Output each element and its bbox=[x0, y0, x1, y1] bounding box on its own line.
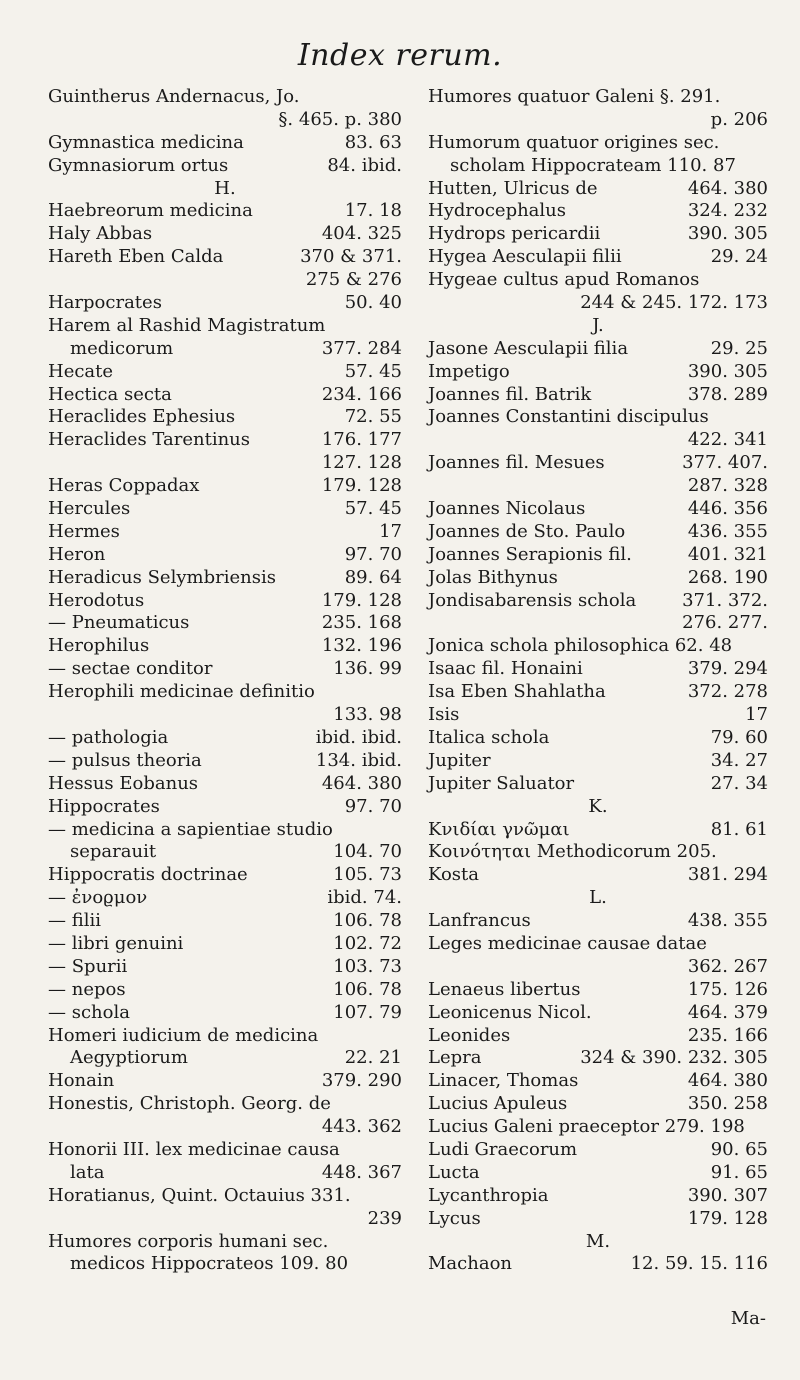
entry-term: — Spurii bbox=[48, 955, 128, 977]
index-entry bbox=[48, 1139, 402, 1162]
entry-reference: 464. 380 bbox=[321, 772, 402, 794]
index-entry bbox=[428, 1002, 768, 1025]
index-entry bbox=[48, 796, 402, 819]
entry-term: Isaac fil. Honaini bbox=[428, 658, 583, 680]
entry-reference: 390. 305 bbox=[687, 223, 768, 245]
index-entry bbox=[428, 727, 768, 750]
index-entry bbox=[428, 658, 768, 681]
index-entry bbox=[428, 86, 768, 109]
index-entry bbox=[48, 246, 402, 269]
entry-term: Leges medicinae causae datae bbox=[428, 932, 707, 954]
entry-reference: 370 & 371. bbox=[300, 246, 402, 268]
index-entry bbox=[428, 361, 768, 384]
entry-term: Homeri iudicium de medicina bbox=[48, 1024, 319, 1046]
section-letter: J. bbox=[592, 314, 604, 336]
entry-reference: 372. 278 bbox=[687, 681, 768, 703]
index-entry bbox=[48, 1047, 402, 1070]
index-entry bbox=[48, 773, 402, 796]
index-entry bbox=[48, 1116, 402, 1139]
index-entry bbox=[48, 1208, 402, 1231]
entry-reference: 362. 267 bbox=[687, 955, 768, 977]
index-entry bbox=[48, 704, 402, 727]
index-entry bbox=[428, 750, 768, 773]
entry-term: Lycus bbox=[428, 1207, 481, 1229]
index-entry bbox=[48, 1025, 402, 1048]
entry-term: Humores corporis humani sec. bbox=[48, 1230, 329, 1252]
entry-term: — filii bbox=[48, 910, 101, 932]
entry-term: Honorii III. lex medicinae causa bbox=[48, 1138, 340, 1160]
entry-term: Jasone Aesculapii filia bbox=[428, 337, 629, 359]
index-entry bbox=[428, 178, 768, 201]
entry-reference: 404. 325 bbox=[321, 223, 402, 245]
index-entry bbox=[428, 567, 768, 590]
index-entry bbox=[48, 1253, 402, 1276]
entry-reference: 133. 98 bbox=[333, 704, 402, 726]
entry-term: Gymnasiorum ortus bbox=[48, 154, 229, 176]
entry-term: Joannes Nicolaus bbox=[428, 498, 586, 520]
section-letter: K. bbox=[588, 795, 608, 817]
entry-reference: 57. 45 bbox=[344, 498, 402, 520]
entry-term: Hercules bbox=[48, 498, 131, 520]
entry-reference: 97. 70 bbox=[344, 795, 402, 817]
index-entry bbox=[428, 590, 768, 613]
entry-reference: 422. 341 bbox=[687, 429, 768, 451]
index-entry bbox=[428, 956, 768, 979]
index-entry bbox=[48, 452, 402, 475]
entry-reference: 371. 372. bbox=[682, 589, 768, 611]
section-letter: L. bbox=[589, 887, 607, 909]
entry-reference: 175. 126 bbox=[687, 978, 768, 1000]
index-entry bbox=[428, 1116, 768, 1139]
entry-term: lata bbox=[70, 1161, 105, 1183]
entry-term: Isa Eben Shahlatha bbox=[428, 681, 606, 703]
index-entry bbox=[48, 1093, 402, 1116]
entry-reference: 127. 128 bbox=[321, 452, 402, 474]
entry-reference: 234. 166 bbox=[321, 383, 402, 405]
entry-reference: 84. ibid. bbox=[327, 154, 402, 176]
entry-term: Lepra bbox=[428, 1047, 482, 1069]
entry-term: Horatianus, Quint. Octauius 331. bbox=[48, 1184, 351, 1206]
index-entry bbox=[428, 612, 768, 635]
entry-term: Κοινότηται Methodicorum 205. bbox=[428, 841, 717, 863]
index-entry bbox=[48, 155, 402, 178]
entry-term: Lucius Apuleus bbox=[428, 1093, 568, 1115]
index-entry bbox=[428, 910, 768, 933]
index-entry bbox=[48, 1162, 402, 1185]
index-entry bbox=[428, 246, 768, 269]
index-entry bbox=[48, 132, 402, 155]
entry-reference: 132. 196 bbox=[321, 635, 402, 657]
index-entry bbox=[48, 223, 402, 246]
entry-reference: 379. 290 bbox=[321, 1070, 402, 1092]
entry-reference: 438. 355 bbox=[687, 910, 768, 932]
entry-term: Hygeae cultus apud Romanos bbox=[428, 269, 700, 291]
index-entry bbox=[48, 361, 402, 384]
entry-term: — medicina a sapientiae studio bbox=[48, 818, 333, 840]
entry-reference: 464. 380 bbox=[687, 177, 768, 199]
entry-term: — nepos bbox=[48, 978, 126, 1000]
entry-reference: 443. 362 bbox=[321, 1116, 402, 1138]
index-entry bbox=[428, 1162, 768, 1185]
index-entry bbox=[48, 612, 402, 635]
index-entry bbox=[48, 681, 402, 704]
page-title: Index rerum. bbox=[297, 38, 503, 73]
index-entry bbox=[48, 1185, 402, 1208]
entry-term: Hectica secta bbox=[48, 383, 172, 405]
entry-term: Joannes fil. Batrik bbox=[428, 383, 592, 405]
entry-term: Joannes Constantini discipulus bbox=[428, 406, 709, 428]
entry-term: Hippocrates bbox=[48, 795, 160, 817]
entry-term: Humorum quatuor origines sec. bbox=[428, 131, 720, 153]
index-entry bbox=[428, 452, 768, 475]
entry-reference: 91. 65 bbox=[710, 1161, 768, 1183]
index-entry bbox=[48, 567, 402, 590]
entry-reference: 390. 305 bbox=[687, 360, 768, 382]
entry-term: Ludi Graecorum bbox=[428, 1138, 578, 1160]
entry-term: Lucta bbox=[428, 1161, 480, 1183]
index-entry bbox=[48, 979, 402, 1002]
index-entry bbox=[428, 132, 768, 155]
section-letter: H. bbox=[214, 177, 236, 199]
entry-reference: 105. 73 bbox=[333, 864, 402, 886]
entry-term: separauit bbox=[70, 841, 157, 863]
index-entry bbox=[428, 292, 768, 315]
index-entry bbox=[48, 750, 402, 773]
entry-term: Jupiter bbox=[428, 749, 491, 771]
entry-term: Lucius Galeni praeceptor 279. 198 bbox=[428, 1116, 745, 1138]
entry-reference: 176. 177 bbox=[321, 429, 402, 451]
index-entry bbox=[48, 819, 402, 842]
entry-reference: 268. 190 bbox=[687, 566, 768, 588]
entry-term: Aegyptiorum bbox=[70, 1047, 188, 1069]
entry-reference: 448. 367 bbox=[321, 1161, 402, 1183]
entry-reference: 29. 25 bbox=[710, 337, 768, 359]
index-entry bbox=[48, 933, 402, 956]
index-entry bbox=[428, 864, 768, 887]
entry-term: Jupiter Saluator bbox=[428, 772, 575, 794]
entry-term: — Pneumaticus bbox=[48, 612, 190, 634]
entry-reference: 464. 380 bbox=[687, 1070, 768, 1092]
index-entry bbox=[48, 544, 402, 567]
entry-term: — pathologia bbox=[48, 726, 169, 748]
entry-term: scholam Hippocrateam 110. 87 bbox=[450, 154, 736, 176]
entry-term: Hermes bbox=[48, 520, 120, 542]
index-entry bbox=[428, 521, 768, 544]
entry-reference: 17 bbox=[745, 704, 768, 726]
entry-term: Heraclides Ephesius bbox=[48, 406, 236, 428]
entry-reference: 324 & 390. 232. 305 bbox=[580, 1047, 768, 1069]
index-entry bbox=[428, 475, 768, 498]
entry-reference: 350. 258 bbox=[687, 1093, 768, 1115]
entry-term: Gymnastica medicina bbox=[48, 131, 244, 153]
entry-term: Linacer, Thomas bbox=[428, 1070, 579, 1092]
entry-reference: 50. 40 bbox=[344, 292, 402, 314]
entry-reference: 106. 78 bbox=[333, 910, 402, 932]
entry-term: — pulsus theoria bbox=[48, 749, 202, 771]
entry-term: Lanfrancus bbox=[428, 910, 531, 932]
index-entry bbox=[428, 681, 768, 704]
entry-term: Joannes Serapionis fil. bbox=[428, 543, 632, 565]
entry-term: medicos Hippocrateos 109. 80 bbox=[70, 1253, 349, 1275]
entry-reference: 89. 64 bbox=[344, 566, 402, 588]
entry-reference: 106. 78 bbox=[333, 978, 402, 1000]
entry-term: Hydrocephalus bbox=[428, 200, 566, 222]
index-entry bbox=[428, 109, 768, 132]
index-entry bbox=[48, 1231, 402, 1254]
entry-reference: ibid. ibid. bbox=[315, 726, 402, 748]
index-entry bbox=[428, 1185, 768, 1208]
index-entry bbox=[428, 1025, 768, 1048]
entry-term: Honain bbox=[48, 1070, 115, 1092]
entry-term: medicorum bbox=[70, 337, 174, 359]
index-entry bbox=[48, 338, 402, 361]
entry-reference: 378. 289 bbox=[687, 383, 768, 405]
index-entry bbox=[48, 429, 402, 452]
entry-term: Κνιδίαι γνῶμαι bbox=[428, 818, 570, 840]
index-entry bbox=[428, 338, 768, 361]
entry-reference: 464. 379 bbox=[687, 1001, 768, 1023]
entry-term: Hutten, Ulricus de bbox=[428, 177, 598, 199]
entry-reference: 239 bbox=[367, 1207, 402, 1229]
section-letter-heading bbox=[428, 796, 768, 819]
index-entry bbox=[48, 292, 402, 315]
entry-term: Impetigo bbox=[428, 360, 510, 382]
entry-term: Lycanthropia bbox=[428, 1184, 549, 1206]
index-entry bbox=[428, 841, 768, 864]
index-entry bbox=[48, 635, 402, 658]
entry-term: Machaon bbox=[428, 1253, 512, 1275]
entry-reference: 446. 356 bbox=[687, 498, 768, 520]
index-entry bbox=[48, 475, 402, 498]
index-entry bbox=[48, 498, 402, 521]
entry-term: — libri genuini bbox=[48, 932, 184, 954]
entry-reference: 235. 168 bbox=[321, 612, 402, 634]
entry-reference: 104. 70 bbox=[333, 841, 402, 863]
entry-term: Isis bbox=[428, 704, 460, 726]
entry-reference: 107. 79 bbox=[333, 1001, 402, 1023]
index-entry bbox=[428, 1139, 768, 1162]
entry-reference: ibid. 74. bbox=[327, 887, 402, 909]
index-entry bbox=[428, 979, 768, 1002]
section-letter-heading bbox=[48, 178, 402, 201]
entry-term: — sectae conditor bbox=[48, 658, 213, 680]
index-column-right bbox=[428, 86, 768, 1276]
entry-reference: 12. 59. 15. 116 bbox=[630, 1253, 768, 1275]
index-entry bbox=[428, 773, 768, 796]
entry-term: Heron bbox=[48, 543, 106, 565]
entry-term: Joannes fil. Mesues bbox=[428, 452, 605, 474]
entry-reference: 102. 72 bbox=[333, 932, 402, 954]
entry-reference: 97. 70 bbox=[344, 543, 402, 565]
entry-term: — schola bbox=[48, 1001, 130, 1023]
entry-term: Herophili medicinae definitio bbox=[48, 681, 315, 703]
index-entry bbox=[48, 727, 402, 750]
entry-term: Hareth Eben Calda bbox=[48, 246, 224, 268]
index-entry bbox=[428, 223, 768, 246]
index-entry bbox=[48, 521, 402, 544]
index-entry bbox=[48, 658, 402, 681]
entry-term: Honestis, Christoph. Georg. de bbox=[48, 1093, 331, 1115]
index-entry bbox=[428, 1070, 768, 1093]
entry-reference: 377. 407. bbox=[682, 452, 768, 474]
entry-reference: 79. 60 bbox=[710, 726, 768, 748]
entry-reference: 235. 166 bbox=[687, 1024, 768, 1046]
entry-term: Humores quatuor Galeni §. 291. bbox=[428, 86, 721, 107]
entry-term: Hecate bbox=[48, 360, 114, 382]
index-entry bbox=[428, 498, 768, 521]
index-entry bbox=[428, 635, 768, 658]
entry-reference: 134. ibid. bbox=[315, 749, 402, 771]
entry-term: Herodotus bbox=[48, 589, 145, 611]
entry-reference: 179. 128 bbox=[687, 1207, 768, 1229]
index-entry bbox=[428, 406, 768, 429]
entry-term: Leonides bbox=[428, 1024, 511, 1046]
entry-reference: 275 & 276 bbox=[305, 269, 402, 291]
entry-term: Harem al Rashid Magistratum bbox=[48, 314, 326, 336]
index-entry bbox=[428, 819, 768, 842]
entry-term: Hessus Eobanus bbox=[48, 772, 199, 794]
entry-reference: 81. 61 bbox=[710, 818, 768, 840]
entry-term: Hygea Aesculapii filii bbox=[428, 246, 622, 268]
entry-reference: 136. 99 bbox=[333, 658, 402, 680]
index-entry bbox=[48, 590, 402, 613]
entry-reference: 324. 232 bbox=[687, 200, 768, 222]
entry-term: Jonica schola philosophica 62. 48 bbox=[428, 635, 733, 657]
index-entry bbox=[48, 956, 402, 979]
index-entry bbox=[428, 1047, 768, 1070]
index-entry bbox=[48, 315, 402, 338]
index-entry bbox=[428, 1093, 768, 1116]
entry-term: Harpocrates bbox=[48, 292, 162, 314]
entry-reference: 390. 307 bbox=[687, 1184, 768, 1206]
entry-term: Jondisabarensis schola bbox=[428, 589, 637, 611]
entry-term: Herophilus bbox=[48, 635, 150, 657]
entry-reference: 34. 27 bbox=[710, 749, 768, 771]
entry-term: — ἐνοϱμον bbox=[48, 887, 148, 909]
index-entry bbox=[48, 200, 402, 223]
index-entry bbox=[428, 704, 768, 727]
entry-term: Jolas Bithynus bbox=[428, 566, 558, 588]
entry-term: Heras Coppadax bbox=[48, 475, 200, 497]
index-entry bbox=[48, 841, 402, 864]
index-entry bbox=[428, 544, 768, 567]
entry-reference: 179. 128 bbox=[321, 589, 402, 611]
index-entry bbox=[48, 910, 402, 933]
section-letter-heading bbox=[428, 315, 768, 338]
entry-reference: 287. 328 bbox=[687, 475, 768, 497]
entry-reference: 436. 355 bbox=[687, 520, 768, 542]
entry-term: Heraclides Tarentinus bbox=[48, 429, 251, 451]
entry-term: Kosta bbox=[428, 864, 480, 886]
entry-reference: 17 bbox=[379, 520, 402, 542]
entry-term: Haly Abbas bbox=[48, 223, 153, 245]
entry-reference: 72. 55 bbox=[344, 406, 402, 428]
section-letter-heading bbox=[428, 887, 768, 910]
index-entry bbox=[428, 429, 768, 452]
entry-reference: §. 465. p. 380 bbox=[278, 108, 402, 130]
index-entry bbox=[428, 1208, 768, 1231]
entry-reference: 377. 284 bbox=[321, 337, 402, 359]
index-entry bbox=[428, 269, 768, 292]
entry-reference: 27. 34 bbox=[710, 772, 768, 794]
entry-reference: 276. 277. bbox=[682, 612, 768, 634]
entry-reference: p. 206 bbox=[710, 108, 768, 130]
index-entry bbox=[428, 933, 768, 956]
entry-reference: 22. 21 bbox=[344, 1047, 402, 1069]
entry-term: Leonicenus Nicol. bbox=[428, 1001, 592, 1023]
entry-reference: 179. 128 bbox=[321, 475, 402, 497]
entry-reference: 83. 63 bbox=[344, 131, 402, 153]
entry-reference: 90. 65 bbox=[710, 1138, 768, 1160]
index-entry bbox=[48, 269, 402, 292]
index-entry bbox=[48, 1070, 402, 1093]
entry-term: Lenaeus libertus bbox=[428, 978, 581, 1000]
index-entry bbox=[48, 864, 402, 887]
entry-reference: 29. 24 bbox=[710, 246, 768, 268]
index-entry bbox=[48, 1002, 402, 1025]
entry-term: Joannes de Sto. Paulo bbox=[428, 520, 626, 542]
entry-reference: 57. 45 bbox=[344, 360, 402, 382]
section-letter-heading bbox=[428, 1231, 768, 1254]
section-letter: M. bbox=[585, 1230, 611, 1252]
index-entry bbox=[48, 887, 402, 910]
entry-reference: 381. 294 bbox=[687, 864, 768, 886]
entry-reference: 17. 18 bbox=[344, 200, 402, 222]
entry-term: Haebreorum medicina bbox=[48, 200, 253, 222]
index-entry bbox=[428, 200, 768, 223]
index-entry bbox=[48, 86, 402, 109]
entry-term: Italica schola bbox=[428, 726, 550, 748]
entry-reference: 379. 294 bbox=[687, 658, 768, 680]
entry-reference: 103. 73 bbox=[333, 955, 402, 977]
index-entry bbox=[48, 406, 402, 429]
index-entry bbox=[48, 109, 402, 132]
index-entry bbox=[428, 155, 768, 178]
index-entry bbox=[428, 384, 768, 407]
index-column-left bbox=[48, 86, 402, 1276]
index-entry bbox=[48, 384, 402, 407]
entry-term: Guintherus Andernacus, Jo. bbox=[48, 86, 300, 107]
entry-term: Heradicus Selymbriensis bbox=[48, 566, 276, 588]
entry-reference: 401. 321 bbox=[687, 543, 768, 565]
entry-term: Hippocratis doctrinae bbox=[48, 864, 248, 886]
entry-term: Hydrops pericardii bbox=[428, 223, 601, 245]
catchword: Ma- bbox=[730, 1308, 766, 1329]
index-entry bbox=[428, 1253, 768, 1276]
entry-reference: 244 & 245. 172. 173 bbox=[580, 292, 768, 314]
